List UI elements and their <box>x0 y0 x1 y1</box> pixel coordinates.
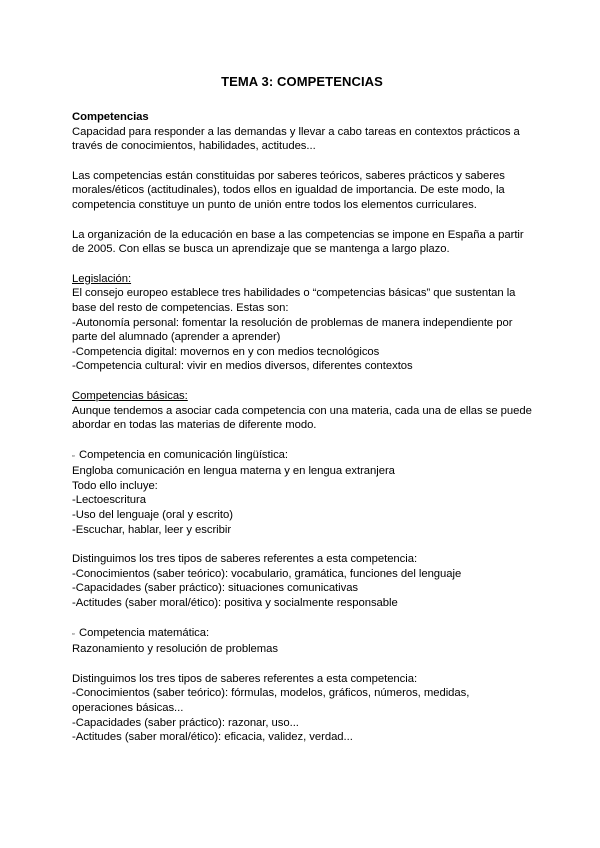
basicas-intro: Aunque tendemos a asociar cada competencia con una materia, cada una de ellas se puede abordar en todas las materias de diferente modo. <box>72 404 532 432</box>
square-bullet-icon: ▫ <box>72 452 75 460</box>
matematica-type-actitudes: -Actitudes (saber moral/ético): eficacia, validez, verdad... <box>72 731 353 744</box>
competencias-saberes-paragraph: Las competencias están constituidas por saberes teóricos, saberes prácticos y saberes morales/éticos (actitudinales), todos ellos en igualdad de importancia. De este modo, la competencia constituye un punto de unión entre todos los elementos curriculares. <box>72 169 505 211</box>
legislacion-item-autonomia: -Autonomía personal: fomentar la resolución de problemas de manera independiente por parte del alumnado (aprender a aprender) <box>72 316 513 344</box>
linguistica-item-lectoescritura: -Lectoescritura <box>72 494 146 507</box>
legislacion-item-digital: -Competencia digital: movernos en y con medios tecnológicos <box>72 345 380 358</box>
document-page <box>72 74 532 745</box>
matematica-heading: Competencia matemática: <box>79 626 210 639</box>
linguistica-item-escuchar: -Escuchar, hablar, leer y escribir <box>72 523 232 536</box>
linguistica-item-uso-lenguaje: -Uso del lenguaje (oral y escrito) <box>72 509 233 522</box>
matematica-heading-row <box>72 626 532 643</box>
competencias-definition: Capacidad para responder a las demandas y llevar a cabo tareas en contextos prácticos a través de conocimientos, habilidades, actitudes... <box>72 125 520 153</box>
document-title: TEMA 3: COMPETENCIAS <box>221 74 383 89</box>
square-bullet-icon: ▫ <box>72 630 75 638</box>
linguistica-types-intro: Distinguimos los tres tipos de saberes referentes a esta competencia: <box>72 553 418 566</box>
linguistica-description: Engloba comunicación en lengua materna y en lengua extranjera <box>72 465 395 478</box>
matematica-description: Razonamiento y resolución de problemas <box>72 643 278 656</box>
legislacion-heading: Legislación: <box>72 272 132 285</box>
linguistica-includes-label: Todo ello incluye: <box>72 479 158 492</box>
legislacion-intro: El consejo europeo establece tres habilidades o “competencias básicas” que sustentan la base del resto de competencias. Estas son: <box>72 287 516 314</box>
linguistica-type-actitudes: -Actitudes (saber moral/ético): positiva y socialmente responsable <box>72 597 398 610</box>
linguistica-heading-row <box>72 448 532 465</box>
matematica-type-conocimientos: -Conocimientos (saber teórico): fórmulas, modelos, gráficos, números, medidas, operaciones básicas... <box>72 687 470 714</box>
linguistica-type-conocimientos: -Conocimientos (saber teórico): vocabulario, gramática, funciones del lenguaje <box>72 567 462 580</box>
legislacion-item-cultural: -Competencia cultural: vivir en medios diversos, diferentes contextos <box>72 360 413 373</box>
matematica-type-capacidades: -Capacidades (saber práctico): razonar, uso... <box>72 716 299 729</box>
linguistica-type-capacidades: -Capacidades (saber práctico): situaciones comunicativas <box>72 582 359 595</box>
competencias-organizacion-paragraph: La organización de la educación en base a las competencias se impone en España a partir de 2005. Con ellas se busca un aprendizaje que se mantenga a largo plazo. <box>72 228 524 256</box>
matematica-types-intro: Distinguimos los tres tipos de saberes referentes a esta competencia: <box>72 672 418 685</box>
basicas-heading: Competencias básicas: <box>72 389 188 402</box>
competencias-heading: Competencias <box>72 111 149 123</box>
linguistica-heading: Competencia en comunicación lingüística: <box>79 448 288 461</box>
